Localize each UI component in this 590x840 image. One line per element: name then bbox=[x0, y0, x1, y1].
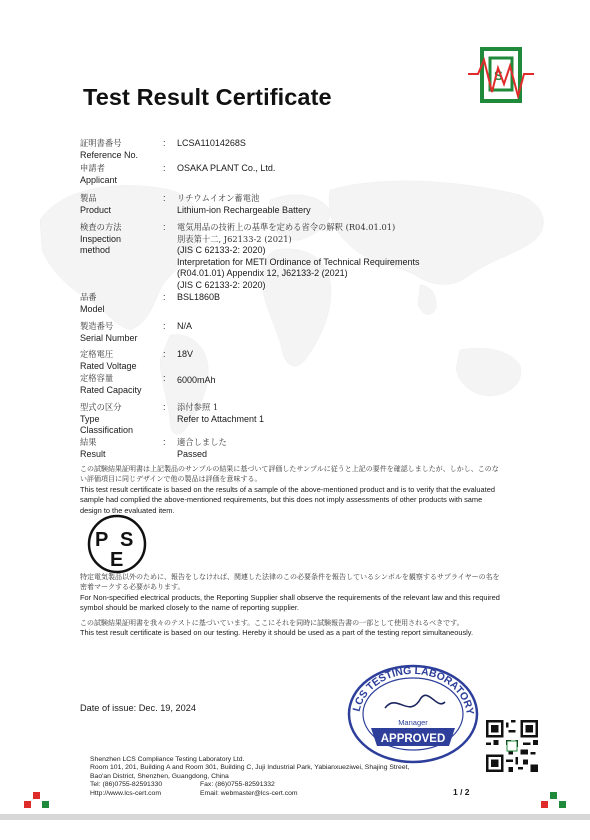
footer-contact bbox=[90, 756, 480, 798]
colon: : bbox=[163, 402, 166, 412]
footer-web-link[interactable]: Http://www.lcs-cert.com bbox=[90, 789, 161, 797]
field-value: (JIS C 62133-2: 2020) bbox=[177, 245, 266, 256]
decorative-square bbox=[541, 801, 548, 808]
label-en: Product bbox=[80, 204, 112, 215]
field-value: N/A bbox=[177, 321, 193, 331]
paragraph-jp: 特定電気製品以外のために、報告をしなければ、関連した法律のこの必要条件を報告しているシンボルを観察するサプライヤーの名を密着マークする必要があります。 bbox=[80, 573, 500, 592]
paragraph-en: This test result certificate is based on the results of a sample of the above-mentioned product and is to verify that the evaluated sample had complied the above-mentioned requirements, but this does not imply assessments of other products with same design to the evaluated item. bbox=[80, 484, 495, 515]
lcs-logo-icon bbox=[466, 46, 536, 110]
date-of-issue bbox=[80, 703, 196, 713]
field-value: Refer to Attachment 1 bbox=[177, 413, 265, 424]
field-value-jp: 添付参照 1 bbox=[177, 402, 219, 412]
paragraph-en: For Non-specified electrical products, the Reporting Supplier shall observe the requirements of the relevant law and this required symbol should be marked closely to the name of reporting supplier. bbox=[80, 592, 500, 613]
label-jp: 定格電圧 bbox=[80, 349, 114, 359]
field-value: 18V bbox=[177, 349, 194, 359]
stamp-role: Manager bbox=[398, 718, 428, 727]
issue-date: Dec. 19, 2024 bbox=[138, 703, 196, 713]
qr-code-icon bbox=[486, 720, 538, 772]
decorative-square bbox=[550, 792, 557, 799]
colon: : bbox=[163, 193, 166, 203]
field-value-jp: 電気用品の技術上の基準を定める省令の解釈 (R04.01.01) bbox=[177, 222, 396, 232]
decorative-square bbox=[24, 801, 31, 808]
field-value: Passed bbox=[177, 448, 208, 459]
label-en: Model bbox=[80, 303, 105, 314]
field-value-jp: リチウムイオン蓄電池 bbox=[177, 193, 260, 203]
field-value: OSAKA PLANT Co., Ltd. bbox=[177, 163, 276, 173]
footer-email[interactable]: Email: webmaster@lcs-cert.com bbox=[200, 789, 298, 797]
decorative-square bbox=[33, 792, 40, 799]
colon: : bbox=[163, 222, 166, 232]
colon: : bbox=[163, 163, 166, 173]
label-en: Result bbox=[80, 448, 106, 459]
label-en: Rated Capacity bbox=[80, 384, 142, 395]
footer-fax: Fax: (86)0755-82591332 bbox=[200, 781, 275, 789]
stamp-approved: APPROVED bbox=[380, 733, 446, 745]
label-jp: 型式の区分 bbox=[80, 402, 122, 412]
logo-letters: S bbox=[494, 68, 503, 83]
field-value: BSL1860B bbox=[177, 292, 221, 302]
field-value: LCSA11014268S bbox=[177, 138, 246, 148]
label-en: Applicant bbox=[80, 174, 118, 185]
footer-tel: Tel: (86)0755-82591330 bbox=[90, 781, 163, 789]
label-en: Serial Number bbox=[80, 332, 138, 343]
paragraph-jp: この試験結果証明書を我々のテストに基づいています。ここにそれを同時に試験報告書の一部として使用されるべきです。 bbox=[80, 619, 464, 627]
decorative-square bbox=[42, 801, 49, 808]
field-value: Interpretation for METI Ordinance of Technical Requirements bbox=[177, 256, 420, 267]
label-jp: 製品 bbox=[80, 193, 97, 203]
paragraph-en: This test result certificate is based on our testing. Hereby it should be used as a part of the testing report simultaneously. bbox=[80, 628, 474, 638]
issue-label: Date of issue: bbox=[80, 703, 137, 713]
colon: : bbox=[163, 349, 166, 359]
page-title: Test Result Certificate bbox=[83, 84, 332, 110]
field-value: (JIS C 62133-2: 2020) bbox=[177, 279, 266, 290]
pse-letter: P bbox=[95, 529, 109, 551]
label-en: Type Classification bbox=[80, 413, 134, 436]
label-jp: 定格容量 bbox=[80, 373, 114, 383]
usage-paragraph bbox=[80, 618, 505, 639]
label-jp: 結果 bbox=[80, 437, 97, 447]
colon: : bbox=[163, 437, 166, 447]
stamp-top-text: LCS TESTING LABORATORY bbox=[350, 664, 476, 716]
paragraph-jp: この試験結果証明書は上記製品のサンプルの結果に基づいて評価したサンプルに従うと上記の要件を確認しましたが、しかし、このない評価項目に同じデザインで他の製品は評価を意味する。 bbox=[80, 465, 499, 484]
label-jp: 証明書番号 bbox=[80, 138, 122, 148]
label-en: Rated Voltage bbox=[80, 360, 137, 371]
footer-company: Shenzhen LCS Compliance Testing Laboratory Ltd. bbox=[90, 756, 245, 763]
footer-address: Room 101, 201, Building A and Room 301, Building C, Juji Industrial Park, Yabianxueziwei, Shajing Street, bbox=[90, 764, 410, 772]
bottom-rule bbox=[0, 814, 590, 820]
decorative-square bbox=[559, 801, 566, 808]
disclaimer-paragraph bbox=[80, 464, 505, 516]
label-jp: 品番 bbox=[80, 292, 97, 302]
label-en: Reference No. bbox=[80, 149, 139, 160]
label-jp: 申請者 bbox=[80, 163, 105, 173]
footer-address: Bao'an District, Shenzhen, Guangdong, China bbox=[90, 772, 229, 780]
colon: : bbox=[163, 321, 166, 331]
pse-letter: S bbox=[120, 529, 134, 551]
colon: : bbox=[163, 138, 166, 148]
label-jp: 製造番号 bbox=[80, 321, 114, 331]
field-value-jp-2: 別表第十二, J62133-2 (2021) bbox=[177, 233, 292, 244]
field-value-jp: 適合しました bbox=[177, 437, 227, 447]
field-value: Lithium-ion Rechargeable Battery bbox=[177, 204, 311, 215]
label-jp: 検査の方法 bbox=[80, 222, 122, 232]
approved-stamp-icon bbox=[345, 662, 481, 764]
pse-mark-icon bbox=[86, 513, 148, 575]
field-value: (R04.01.01) Appendix 12, J62133-2 (2021) bbox=[177, 268, 348, 279]
label-en: Inspection method bbox=[80, 233, 122, 256]
colon: : bbox=[163, 292, 166, 302]
pse-letter: E bbox=[110, 549, 124, 571]
colon: : bbox=[163, 373, 166, 383]
non-specified-paragraph bbox=[80, 572, 505, 614]
page-number: 1 / 2 bbox=[453, 787, 470, 797]
field-value: 6000mAh bbox=[177, 375, 216, 385]
